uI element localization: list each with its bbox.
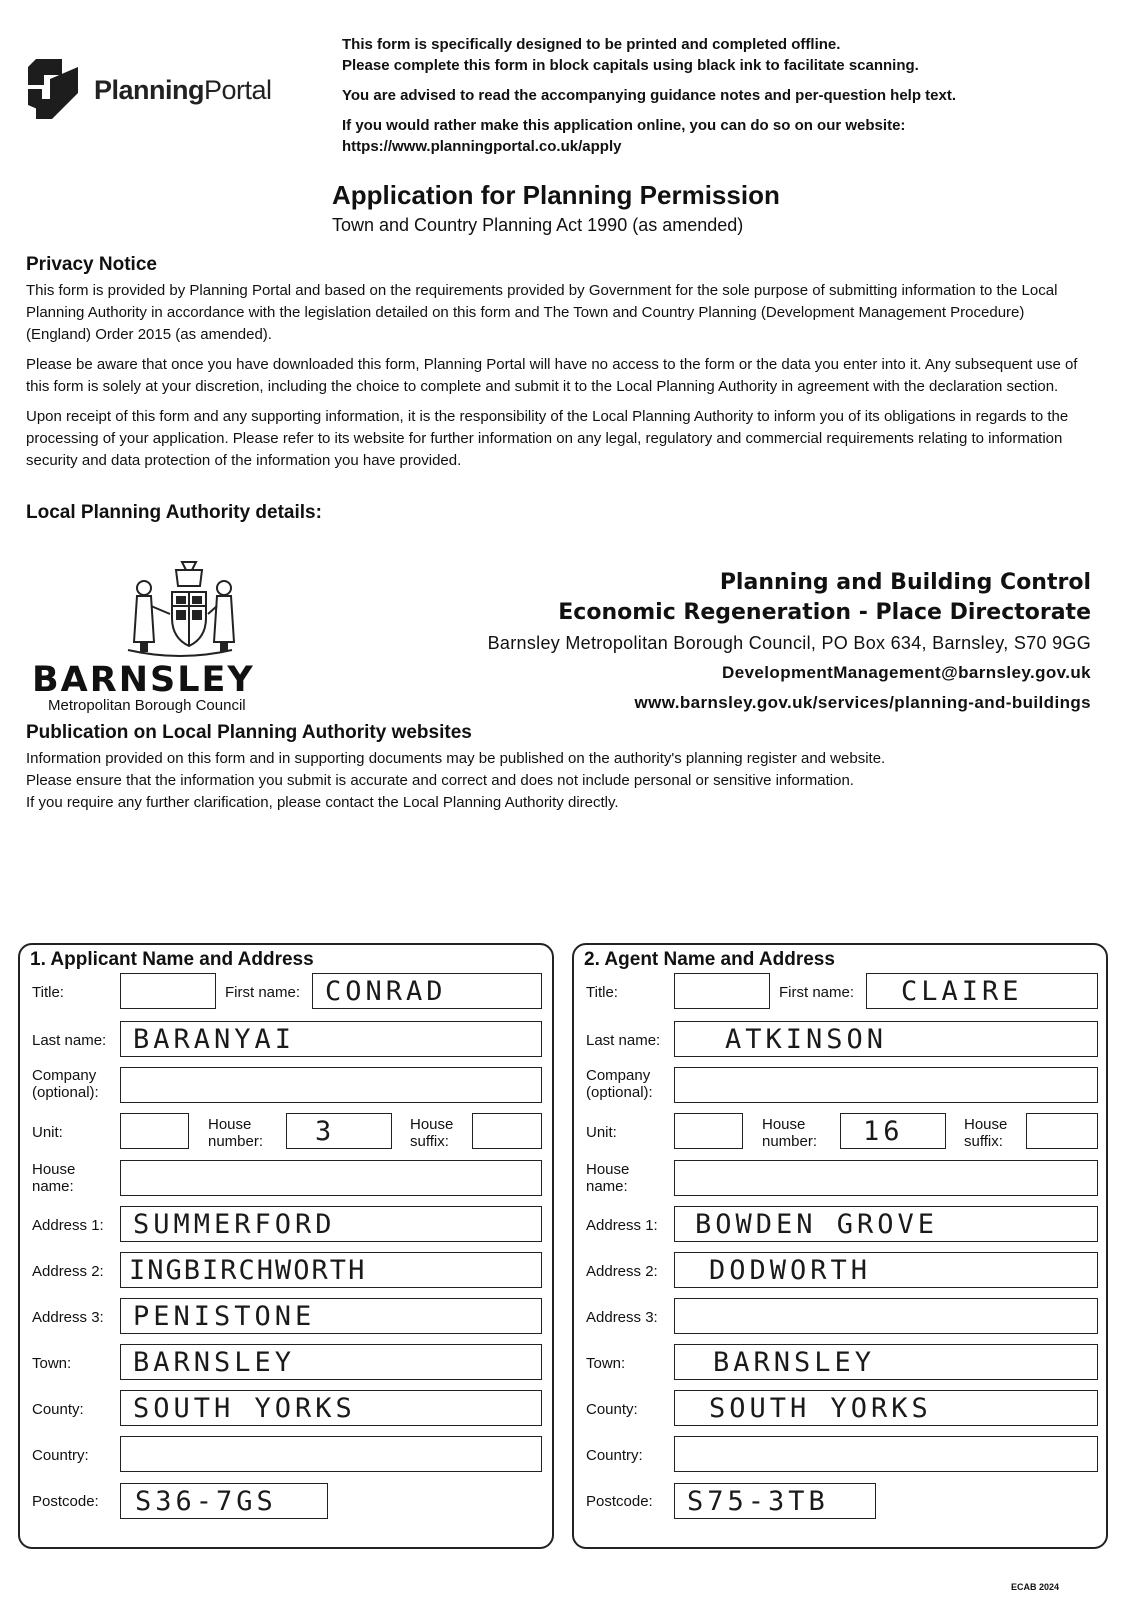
agent-panel: [572, 943, 1108, 1549]
agent-company-field[interactable]: [674, 1067, 1098, 1103]
agent-address-1-field[interactable]: [674, 1206, 1098, 1242]
privacy-paragraph: Upon receipt of this form and any supporting information, it is the responsibility of the Local Planning Authority to inform you of its obligations in regards to the processing of your application. Please refer to its website for further information on any legal, regulatory and commercial requirements relating to information security and data protection of the information you have provided.: [26, 408, 1069, 469]
house-number-label: House number:: [762, 1116, 818, 1150]
address-3-label: Address 3:: [32, 1309, 104, 1326]
intro-instructions: [342, 34, 1082, 157]
applicant-postcode-value: S36-7GS: [135, 1486, 277, 1517]
privacy-paragraph: This form is provided by Planning Portal and based on the requirements provided by Government for the sole purpose of submitting information to the Local Planning Authority in accordance with the legislation detailed on this form and The Town and Country Planning (Development Management Procedure) (England) Order 2015 (as amended).: [26, 282, 1058, 343]
intro-line-3: You are advised to read the accompanying guidance notes and per-question help text.: [342, 87, 957, 104]
applicant-address-3-value: PENISTONE: [133, 1301, 316, 1332]
publication-line: Please ensure that the information you submit is accurate and correct and does not include personal or sensitive information.: [26, 772, 854, 789]
applicant-county-field[interactable]: [120, 1390, 542, 1426]
applicant-address-1-value: SUMMERFORD: [133, 1209, 336, 1240]
first-name-label: First name:: [225, 984, 301, 1001]
planning-portal-logo: [22, 55, 302, 125]
applicant-heading: 1. Applicant Name and Address: [30, 949, 314, 970]
directorate-name: Economic Regeneration - Place Directorate: [558, 600, 1091, 625]
country-label: Country:: [32, 1447, 89, 1464]
department-name: Planning and Building Control: [719, 570, 1091, 595]
agent-town-value: BARNSLEY: [713, 1347, 876, 1378]
applicant-town-field[interactable]: [120, 1344, 542, 1380]
agent-title-field[interactable]: [674, 973, 770, 1009]
intro-line-2: Please complete this form in block capitals using black ink to facilitate scanning.: [342, 57, 919, 74]
council-email[interactable]: DevelopmentManagement@barnsley.gov.uk: [722, 663, 1091, 682]
council-contact: [488, 568, 1091, 718]
agent-last-name-field[interactable]: [674, 1021, 1098, 1057]
council-subtitle: Metropolitan Borough Council: [48, 697, 246, 714]
applicant-town-value: BARNSLEY: [133, 1347, 296, 1378]
intro-url[interactable]: https://www.planningportal.co.uk/apply: [342, 138, 622, 155]
publication-heading: Publication on Local Planning Authority websites: [26, 722, 472, 743]
title-label: Title:: [32, 984, 64, 1001]
intro-line-1: This form is specifically designed to be printed and completed offline.: [342, 36, 841, 53]
agent-house-suffix-field[interactable]: [1026, 1113, 1098, 1149]
postcode-label: Postcode:: [586, 1493, 653, 1510]
house-name-label: House name:: [586, 1161, 630, 1195]
agent-county-value: SOUTH YORKS: [709, 1393, 932, 1424]
applicant-address-2-value: INGBIRCHWORTH: [129, 1255, 367, 1286]
agent-address-3-field[interactable]: [674, 1298, 1098, 1334]
address-1-label: Address 1:: [586, 1217, 658, 1234]
county-label: County:: [32, 1401, 84, 1418]
applicant-first-name-field[interactable]: [312, 973, 542, 1009]
agent-address-1-value: BOWDEN GROVE: [695, 1209, 939, 1240]
publication-line: If you require any further clarification, please contact the Local Planning Authority directly.: [26, 794, 619, 811]
company-label: Company (optional):: [32, 1067, 99, 1101]
council-website[interactable]: www.barnsley.gov.uk/services/planning-and-buildings: [634, 693, 1091, 712]
agent-house-number-value: 16: [863, 1116, 904, 1147]
agent-postcode-field[interactable]: [674, 1483, 876, 1519]
town-label: Town:: [586, 1355, 626, 1372]
applicant-last-name-field[interactable]: [120, 1021, 542, 1057]
last-name-label: Last name:: [32, 1032, 107, 1049]
applicant-address-3-field[interactable]: [120, 1298, 542, 1334]
applicant-panel: [18, 943, 554, 1549]
country-label: Country:: [586, 1447, 643, 1464]
postcode-label: Postcode:: [32, 1493, 99, 1510]
agent-country-field[interactable]: [674, 1436, 1098, 1472]
address-2-label: Address 2:: [586, 1263, 658, 1280]
agent-house-name-field[interactable]: [674, 1160, 1098, 1196]
agent-first-name-value: CLAIRE: [901, 976, 1023, 1007]
agent-first-name-field[interactable]: [866, 973, 1098, 1009]
county-label: County:: [586, 1401, 638, 1418]
house-suffix-label: House suffix:: [964, 1116, 1008, 1150]
applicant-postcode-field[interactable]: [120, 1483, 328, 1519]
privacy-paragraph: Please be aware that once you have downloaded this form, Planning Portal will have no access to the form or the data you enter into it. Any subsequent use of this form is solely at your discretion, including the choice to complete and submit it to the Local Planning Authority in agreement with the declaration section.: [26, 356, 1078, 395]
applicant-last-name-value: BARANYAI: [133, 1024, 296, 1055]
planning-portal-logo-icon: [22, 55, 84, 123]
applicant-house-name-field[interactable]: [120, 1160, 542, 1196]
lpa-heading: Local Planning Authority details:: [26, 502, 322, 523]
logo-text-light: Portal: [204, 75, 272, 105]
applicant-house-suffix-field[interactable]: [472, 1113, 542, 1149]
last-name-label: Last name:: [586, 1032, 661, 1049]
address-2-label: Address 2:: [32, 1263, 104, 1280]
page-subtitle: Town and Country Planning Act 1990 (as amended): [332, 215, 744, 235]
applicant-address-1-field[interactable]: [120, 1206, 542, 1242]
page-title: Application for Planning Permission: [332, 180, 780, 210]
applicant-county-value: SOUTH YORKS: [133, 1393, 356, 1424]
agent-unit-field[interactable]: [674, 1113, 743, 1149]
house-name-label: House name:: [32, 1161, 76, 1195]
agent-last-name-value: ATKINSON: [725, 1024, 888, 1055]
council-name: BARNSLEY: [32, 660, 255, 700]
house-suffix-label: House suffix:: [410, 1116, 454, 1150]
address-3-label: Address 3:: [586, 1309, 658, 1326]
publication-body: [26, 748, 1106, 814]
privacy-body: [26, 280, 1091, 480]
agent-county-field[interactable]: [674, 1390, 1098, 1426]
company-label: Company (optional):: [586, 1067, 653, 1101]
applicant-unit-field[interactable]: [120, 1113, 189, 1149]
agent-postcode-value: S75-3TB: [687, 1486, 829, 1517]
agent-address-2-value: DODWORTH: [709, 1255, 872, 1286]
first-name-label: First name:: [779, 984, 855, 1001]
agent-town-field[interactable]: [674, 1344, 1098, 1380]
applicant-country-field[interactable]: [120, 1436, 542, 1472]
agent-address-2-field[interactable]: [674, 1252, 1098, 1288]
address-1-label: Address 1:: [32, 1217, 104, 1234]
title-label: Title:: [586, 984, 618, 1001]
applicant-house-number-field[interactable]: [286, 1113, 392, 1149]
form-code: ECAB 2024: [1010, 1582, 1059, 1592]
town-label: Town:: [32, 1355, 72, 1372]
applicant-house-number-value: 3: [315, 1116, 336, 1147]
barnsley-crest-icon: [120, 556, 240, 661]
applicant-title-field[interactable]: [120, 973, 216, 1009]
unit-label: Unit:: [32, 1124, 63, 1141]
council-address: Barnsley Metropolitan Borough Council, PO Box 634, Barnsley, S70 9GG: [487, 633, 1091, 653]
unit-label: Unit:: [586, 1124, 617, 1141]
agent-heading: 2. Agent Name and Address: [584, 949, 835, 970]
applicant-address-2-field[interactable]: [120, 1252, 542, 1288]
applicant-company-field[interactable]: [120, 1067, 542, 1103]
intro-line-4: If you would rather make this application online, you can do so on our website:: [342, 117, 906, 134]
house-number-label: House number:: [208, 1116, 264, 1150]
agent-house-number-field[interactable]: [840, 1113, 946, 1149]
logo-text-bold: Planning: [94, 75, 204, 105]
publication-line: Information provided on this form and in supporting documents may be published on the authority's planning register and website.: [26, 750, 886, 767]
privacy-heading: Privacy Notice: [26, 254, 157, 275]
applicant-first-name-value: CONRAD: [325, 976, 447, 1007]
